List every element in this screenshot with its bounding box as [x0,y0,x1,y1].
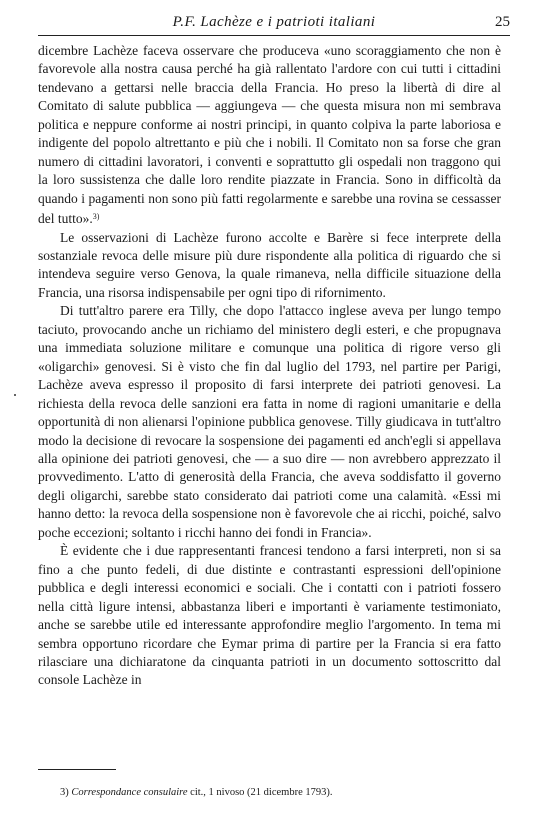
footnote [38,787,501,798]
page-header [38,12,510,34]
paragraph-1-text: dicembre Lachèze faceva osservare che produceva «uno scoraggiamento che non è favorevole alla nostra causa perché ha già rallentato l'ardore con cui tutti i cittadini tendevano a gettarsi nelle braccia della Francia. Ho preso la libertà di dire al Comitato di salute pubblica — aggiungeva — che questa misura non mi sembrava politica e neppure conforme ai nostri principi, in quanto colpiva la parte laboriosa e indigente del popolo altrettanto e più che i nobili. Il Comitato non sa forse che gran numero di cittadini lavoratori, i conventi e soprattutto gli ospedali non traggono qui la loro sussistenza che dalle loro rendite piazzate in Francia. Sono in difficoltà da quando i pagamenti non sono più fatti regolarmente e sarebbe una rovina se cessasser del tutto». [38,43,501,227]
paragraph-2: Le osservazioni di Lachèze furono accolte e Barère si fece interprete della sostanziale revoca delle misure più dure rispondente alla politica di riguardo che si intendeva seguire verso Genova, la quale rimaneva, nella difficile situazione della Francia, una risorsa indispensabile per ogni tipo di rifornimento. [38,229,501,300]
header-rule [38,35,510,36]
paragraph-4: È evidente che i due rappresentanti francesi tendono a farsi interpreti, non si sa fino a che punto fedeli, di due distinte e contrastanti espressioni dell'opinione pubblica e degli interessi economici e sociali. Che i contatti con i patrioti fossero nella città ligure intensi, abbastanza liberi e importanti è variamente testimoniato, anche se sarebbe utile ed interessante approfondire meglio l'argomento. In tema mi sembra opportuno ricordare che Eymar prima di partire per la Francia si era fatto rilasciare una dichiaratone da cinquanta patrioti in un documento sottoscritto dal console Lachèze in [38,543,501,688]
footnote-source-title: Correspondance consulaire [71,787,188,798]
footnote-reference: 3) [92,212,100,222]
paragraph-3: Di tutt'altro parere era Tilly, che dopo l'attacco inglese aveva per lungo tempo taciuto, provocando anche un richiamo del ministero degli esteri, e che propugnava una immediata soluzione militare e comunque una politica di rigore verso gli «oligarchi» genovesi. Si è visto che fin dal luglio del 1793, nel partire per Parigi, Lachèze aveva espresso il proposito di farsi interprete dei patrioti genovesi. La richiesta della revoca delle sanzioni era fatta in nome di ragioni umanitarie e della opportunità di non alienarsi l'opinione pubblica genovese. Tilly giudicava in tutt'altro modo la decisione di revocare la sospensione dei pagamenti ed anch'egli si appellava alla opinione dei patrioti genovesi, che — a suo dire — non avrebbero apprezzato il provvedimento. L'atto di generosità della Francia, che aveva soddisfatto il governo degli oligarchi, sarebbe stato considerato dai patrioti come una calamità. «Essi mi hanno detto: la revoca della sospensione non è favorevole che ai ricchi, poiché, salvo poche eccezioni; soltanto i ricchi hanno dei fondi in Francia». [38,303,501,540]
footnote-rule [38,769,116,770]
footnote-marker: 3) [60,787,69,798]
paragraph-1 [38,42,501,229]
body-text [38,42,501,690]
page-number: 25 [495,14,510,30]
footnote-citation: cit., 1 nivoso (21 dicembre 1793). [187,787,333,798]
margin-dot [14,394,16,396]
running-head: P.F. Lachèze e i patrioti italiani [172,14,376,30]
